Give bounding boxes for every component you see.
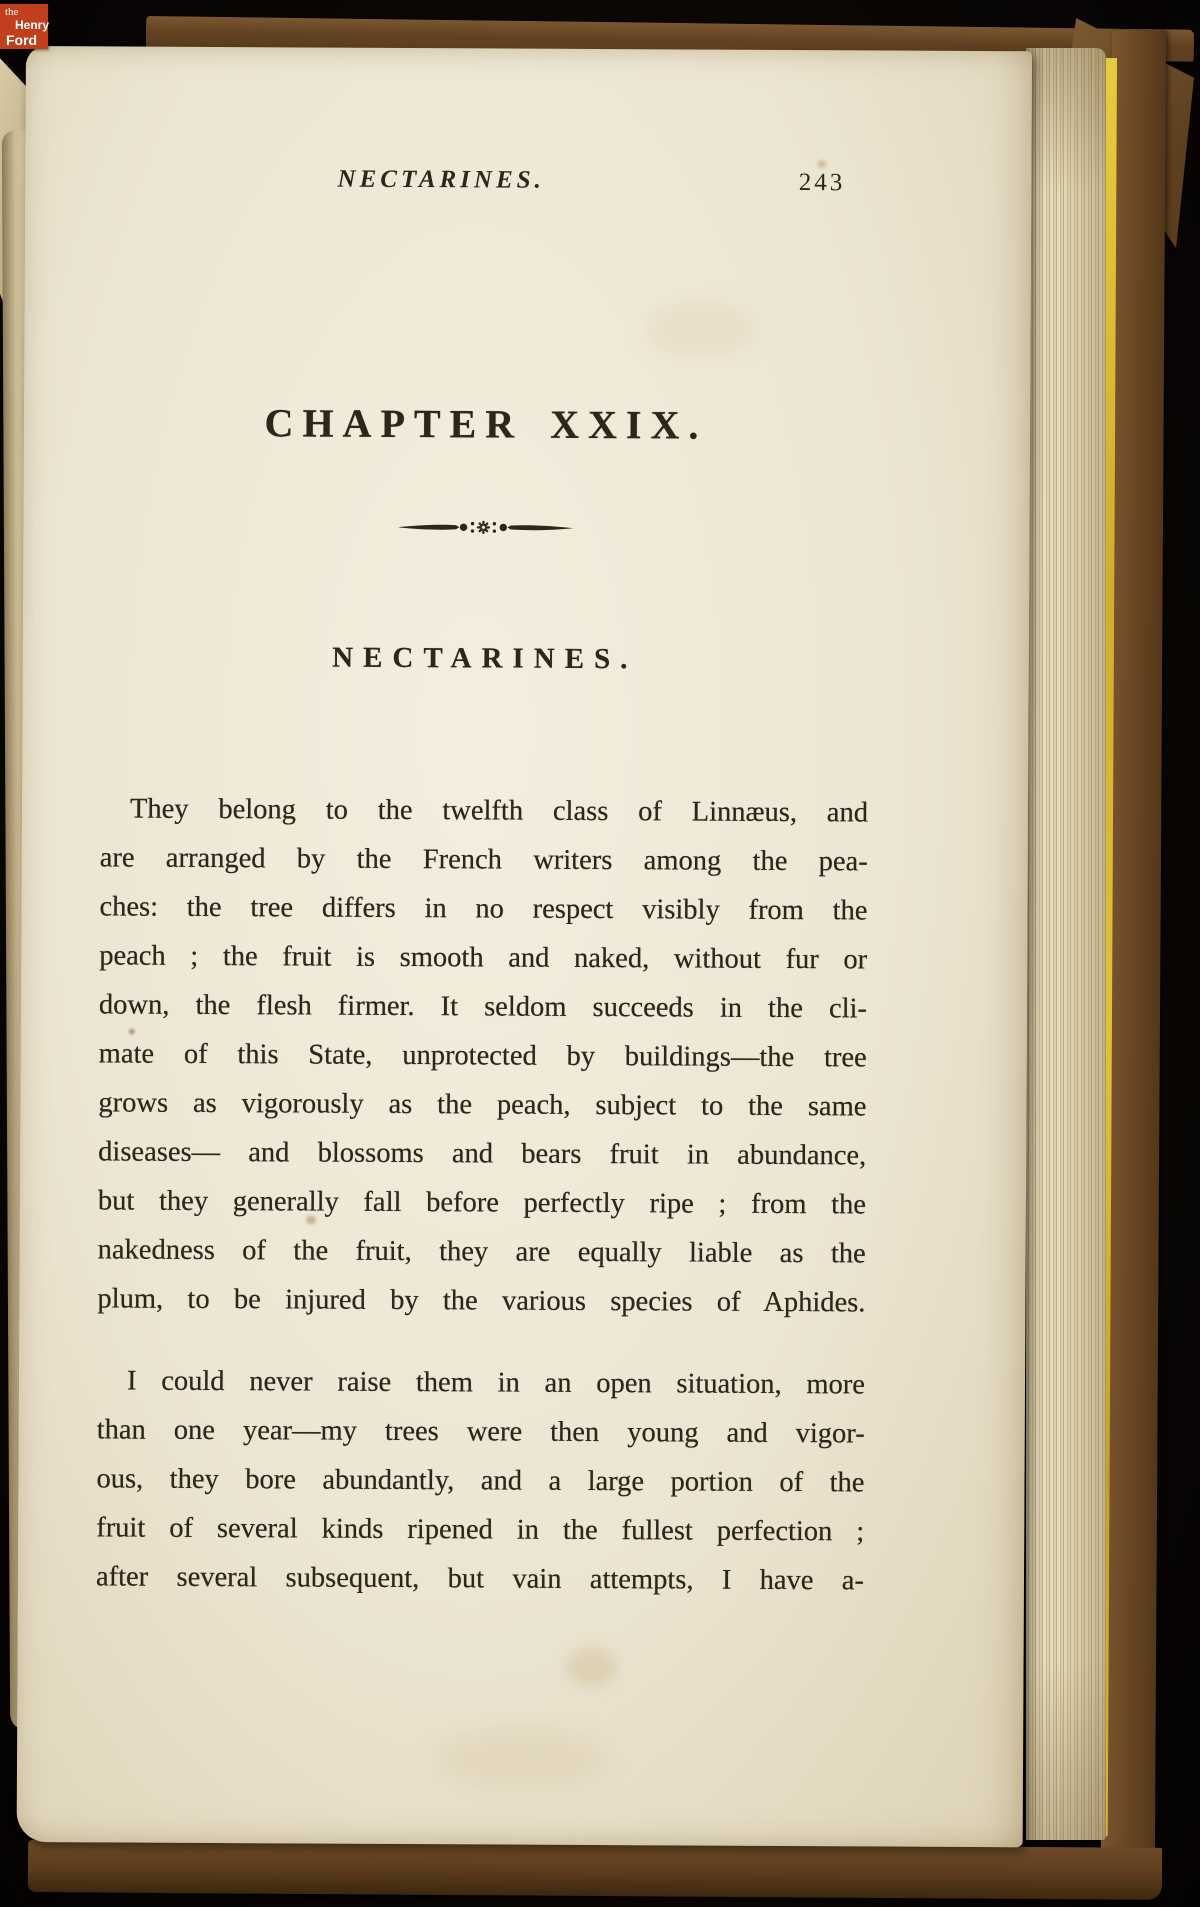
henry-ford-logo [0,4,48,49]
text-line: ches: the tree differs in no respect visibly from the [99,891,868,927]
book-page [17,46,1032,1847]
logo-text-henry: Henry [15,18,50,32]
page-stack-fore-edge [1026,48,1106,1840]
logo-text-the: the [5,6,19,18]
text-line: down, the flesh firmer. It seldom succeeds in the cli- [98,989,868,1025]
book-cover-bottom-edge [28,1840,1162,1900]
running-head [103,164,871,204]
chapter-divider [101,512,869,542]
paragraph-2 [96,1356,865,1605]
text-line: grows as vigorously as the peach, subject to the same [98,1087,867,1123]
divider-ornament-icon [396,514,574,541]
text-line: fruit of several kinds ripened in the fullest perfection ; [96,1512,865,1548]
text-line: They belong to the twelfth class of Linnæus, and [129,793,869,829]
body-text [96,784,868,1638]
text-line: are arranged by the French writers among the pea- [99,842,868,878]
text-line: peach ; the fruit is smooth and naked, without fur or [99,940,868,976]
text-line: I could never raise them in an open situation, more [126,1365,866,1401]
page-number: 243 [798,169,846,197]
text-line: than one year—my trees were then young and vigor- [96,1414,865,1450]
text-line: but they generally fall before perfectly ripe ; from the [97,1185,867,1221]
running-header-title: NECTARINES. [337,165,545,194]
text-line: nakedness of the fruit, they are equally liable as the [97,1234,866,1270]
text-line: ous, they bore abundantly, and a large portion of the [96,1463,865,1499]
chapter-title: CHAPTER XXIX. [264,400,708,448]
text-line: mate of this State, unprotected by buildings—the tree [98,1038,867,1074]
logo-text-ford: Ford [6,32,38,48]
section-title: NECTARINES. [332,641,638,676]
text-line: plum, to be injured by the various species of Aphides. [97,1283,866,1319]
text-line: after several subsequent, but vain attempts, I have a- [95,1561,865,1597]
paragraph-1 [97,784,868,1327]
page-content [95,46,872,1846]
text-line: diseases— and blossoms and bears fruit in abundance, [98,1136,867,1172]
